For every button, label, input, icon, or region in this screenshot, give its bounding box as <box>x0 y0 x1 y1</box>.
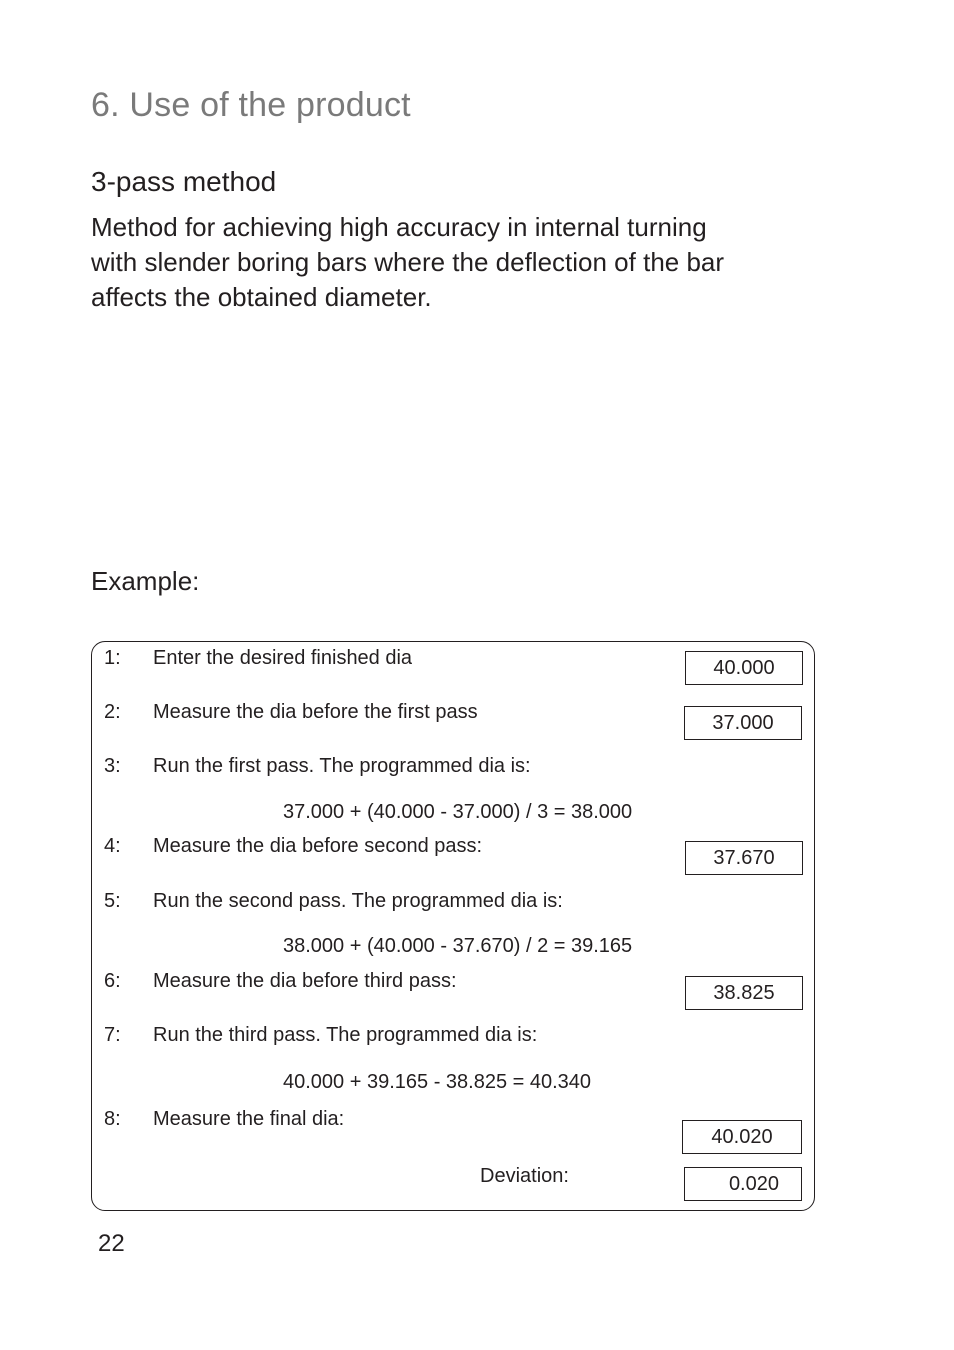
step-number-4: 4: <box>104 835 121 857</box>
step-value-2: 37.000 <box>684 706 802 740</box>
step-text-1: Enter the desired finished dia <box>153 647 413 669</box>
step-number-5: 5: <box>104 890 121 912</box>
deviation-label: Deviation: <box>480 1165 569 1187</box>
step-text-3: Run the first pass. The programmed dia is: <box>153 755 531 777</box>
step-text-6: Measure the dia before third pass: <box>153 970 457 992</box>
step-number-2: 2: <box>104 701 121 723</box>
step-number-3: 3: <box>104 755 121 777</box>
step-value-1: 40.000 <box>685 651 803 685</box>
step-value-6: 38.825 <box>685 976 803 1010</box>
step-text-8: Measure the final dia: <box>153 1108 345 1130</box>
step-value-8: 40.020 <box>682 1120 802 1154</box>
example-label: Example: <box>91 566 200 596</box>
step-number-7: 7: <box>104 1024 121 1046</box>
step-number-1: 1: <box>104 647 121 669</box>
step-formula-7: 40.000 + 39.165 - 38.825 = 40.340 <box>283 1071 592 1093</box>
step-formula-3: 37.000 + (40.000 - 37.000) / 3 = 38.000 <box>283 801 633 823</box>
step-text-5: Run the second pass. The programmed dia is: <box>153 890 563 912</box>
step-value-4: 37.670 <box>685 841 803 875</box>
step-number-8: 8: <box>104 1108 121 1130</box>
intro-line-3: affects the obtained diameter. <box>91 282 432 312</box>
section-title: 6. Use of the product <box>91 86 411 124</box>
step-number-6: 6: <box>104 970 121 992</box>
subsection-title: 3-pass method <box>91 166 277 197</box>
step-text-7: Run the third pass. The programmed dia is: <box>153 1024 538 1046</box>
intro-line-2: with slender boring bars where the deflection of the bar <box>91 247 725 277</box>
intro-line-1: Method for achieving high accuracy in internal turning <box>91 212 707 242</box>
page-number: 22 <box>98 1230 125 1257</box>
step-text-4: Measure the dia before second pass: <box>153 835 483 857</box>
step-text-2: Measure the dia before the first pass <box>153 701 478 723</box>
deviation-value: 0.020 <box>684 1167 802 1201</box>
step-formula-5: 38.000 + (40.000 - 37.670) / 2 = 39.165 <box>283 935 633 957</box>
